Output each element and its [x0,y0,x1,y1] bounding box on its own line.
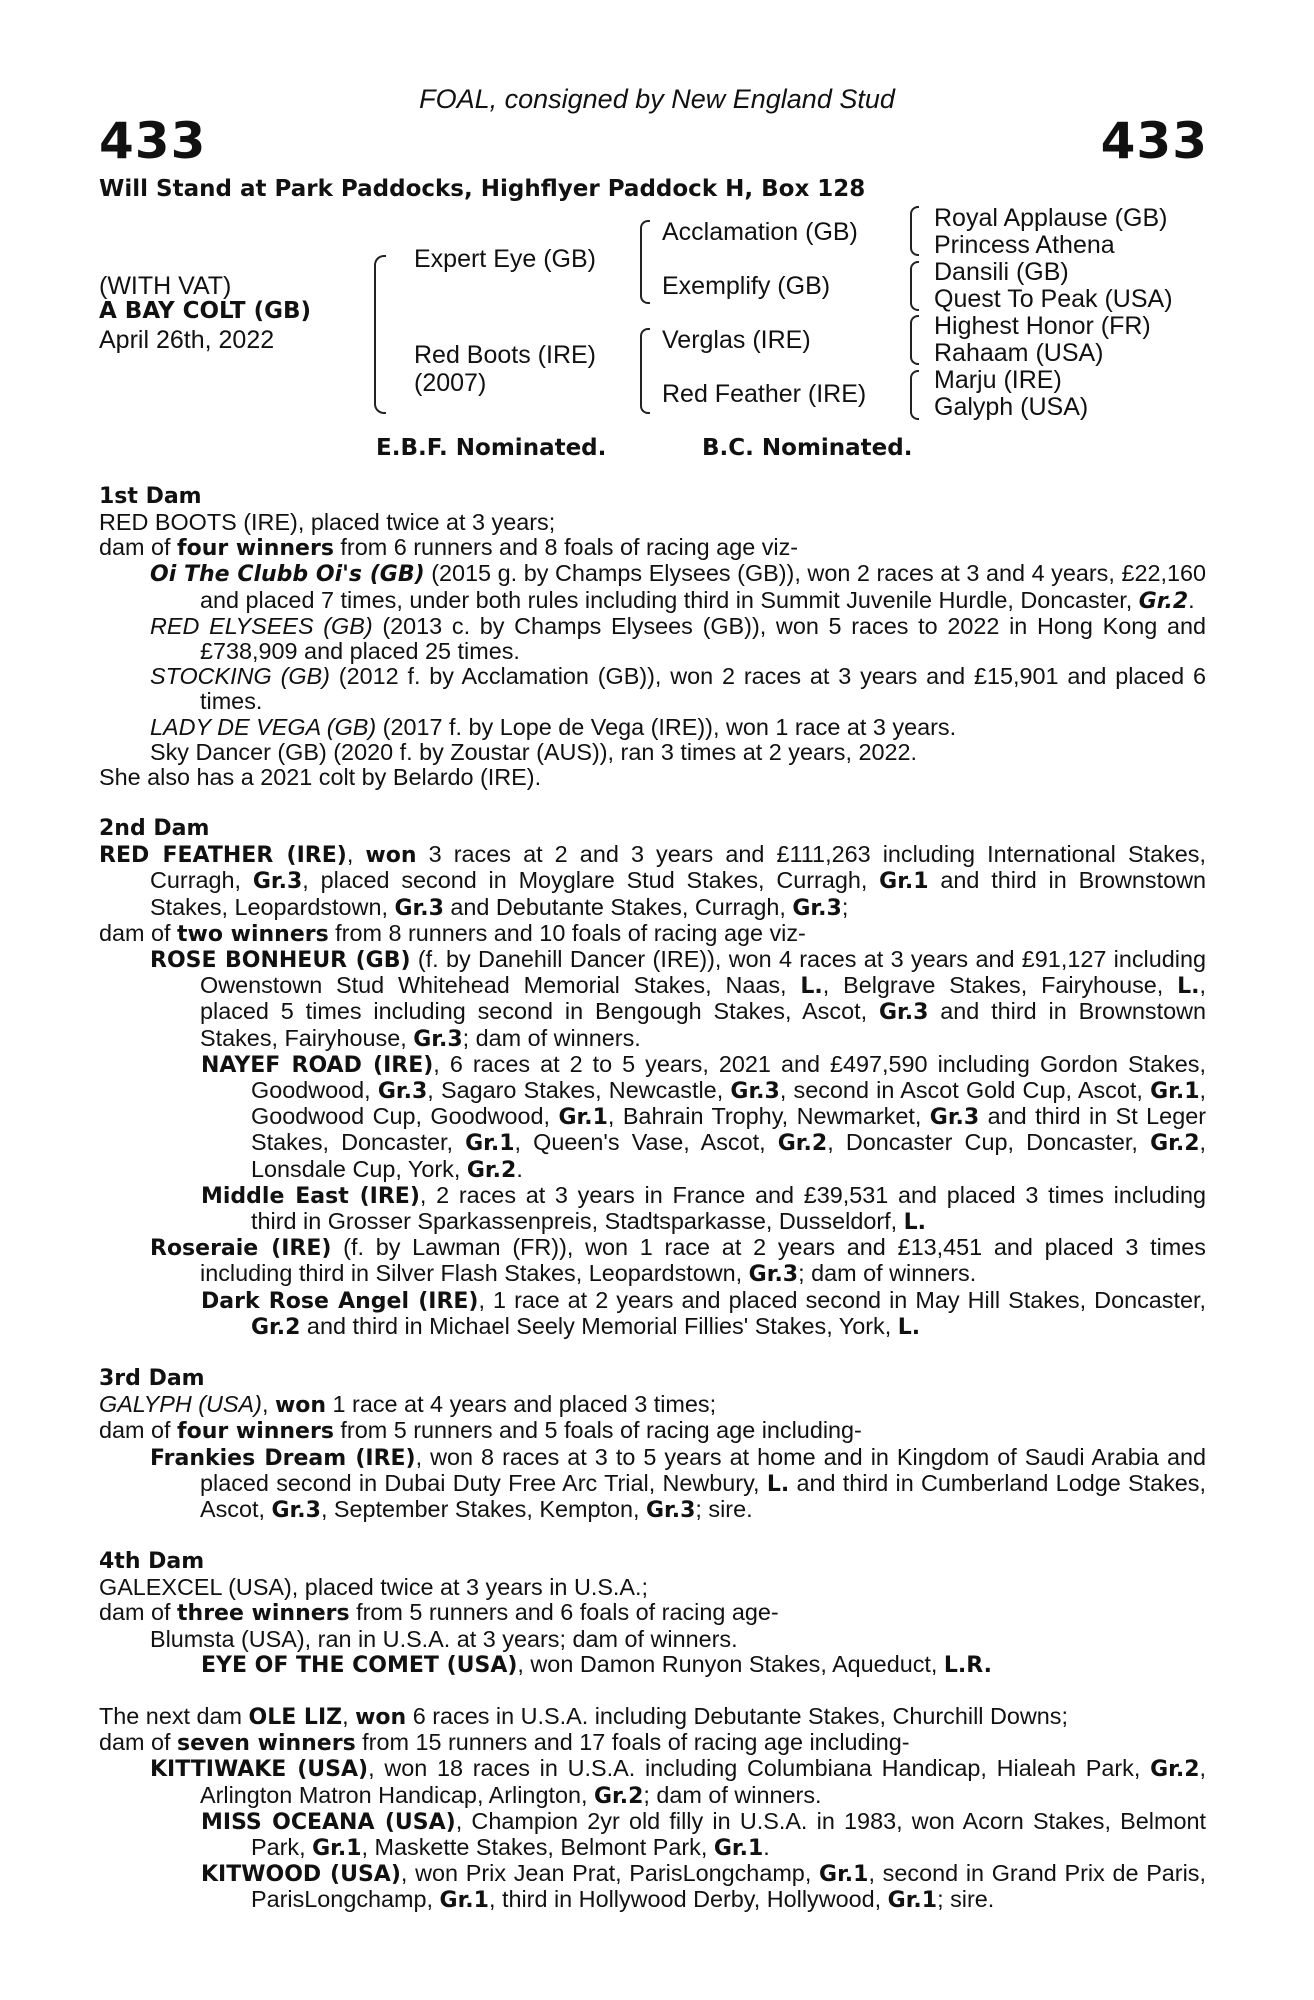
second-dam-produce-line: dam of two winners from 8 runners and 10 foals of racing age viz- [99,919,806,947]
granddam-8: Galyph (USA) [934,393,1089,421]
dam-sire: Verglas (IRE) [662,326,811,354]
nayef-road-entry: NAYEF ROAD (IRE), 6 races at 2 to 5 years, 2021 and £497,590 including Gordon Stakes, Goodwood, Gr.3, Sagaro Stakes, Newcastle, Gr.3, second in Ascot Gold Cup, Ascot, Gr.1, Goodwood Cup, Goodwood, Gr.1, Bahrain Trophy, Newmarket, Gr.3 and third in St Leger Stakes, Doncaster, Gr.1, Queen's Vase, Ascot, Gr.2, Doncaster Cup, Doncaster, Gr.2, Lonsdale Cup, York, Gr.2. [201,1050,1206,1183]
sire-dam: Exemplify (GB) [662,272,831,300]
third-dam-produce-line: dam of four winners from 5 runners and 5 foals of racing age including- [99,1417,862,1445]
bc-nominated: B.C. Nominated. [702,435,913,461]
eye-of-the-comet-entry: EYE OF THE COMET (USA), won Damon Runyon Stakes, Aqueduct, L.R. [201,1650,992,1678]
produce-entry-1: Oi The Clubb Oi's (GB) (2015 g. by Champs Elysees (GB)), won 2 races at 3 and 4 years, £22,160 and placed 7 times, under both rules including third in Summit Juvenile Hurdle, Doncaster, Gr.2. [150,560,1206,614]
sire: Expert Eye (GB) [414,245,596,273]
brace-g4 [910,370,919,420]
dam-dam: Red Feather (IRE) [662,380,867,408]
produce-entry-4: LADY DE VEGA (GB) (2017 f. by Lope de Vega (IRE)), won 1 race at 3 years. [150,713,957,740]
produce-note: She also has a 2021 colt by Belardo (IRE). [99,764,542,791]
horse-name: A BAY COLT (GB) [99,298,312,324]
second-dam-line: RED FEATHER (IRE), won 3 races at 2 and 3 years and £111,263 including International Stakes, Curragh, Gr.3, placed second in Moyglare Stud Stakes, Curragh, Gr.1 and third in Brownstown Stakes, Leopardstown, Gr.3 and Debutante Stakes, Curragh, Gr.3; [99,841,1206,921]
rose-bonheur-entry: ROSE BONHEUR (GB) (f. by Danehill Dancer (IRE)), won 4 races at 3 years and £91,127 including Owenstown Stud Whitehead Memorial Stakes, Naas, L., Belgrave Stakes, Fairyhouse, L., placed 5 times including second in Bengough Stakes, Ascot, Gr.3 and third in Brownstown Stakes, Fairyhouse, Gr.3; dam of winners. [150,946,1206,1052]
brace-main [374,255,386,414]
dam-year: (2007) [414,369,487,397]
next-dam-line: The next dam OLE LIZ, won 6 races in U.S.A. including Debutante Stakes, Churchill Downs; [99,1702,1068,1730]
granddam-4: Quest To Peak (USA) [934,285,1173,313]
roseraie-entry: Roseraie (IRE) (f. by Lawman (FR)), won 1 race at 2 years and £13,451 and placed 3 times including third in Silver Flash Stakes, Leopardstown, Gr.3; dam of winners. [150,1234,1206,1288]
vat-note: (WITH VAT) [99,272,232,300]
brace-dam [640,328,650,414]
first-dam-produce-line: dam of four winners from 6 runners and 8 foals of racing age viz- [99,534,799,562]
lot-number-left: 433 [99,112,207,170]
produce-entry-3: STOCKING (GB) (2012 f. by Acclamation (GB)), won 2 races at 3 years and £15,901 and placed 6 times. [150,663,1206,715]
granddam-7: Marju (IRE) [934,366,1062,394]
brace-g3 [910,315,919,365]
fourth-dam-heading: 4th Dam [99,1549,205,1575]
granddam-6: Rahaam (USA) [934,339,1104,367]
dam: Red Boots (IRE) [414,341,597,369]
fourth-dam-line: GALEXCEL (USA), placed twice at 3 years in U.S.A.; [99,1574,649,1601]
produce-entry-5: Sky Dancer (GB) (2020 f. by Zoustar (AUS)), ran 3 times at 2 years, 2022. [150,738,917,765]
second-dam-heading: 2nd Dam [99,816,210,842]
dark-rose-angel-entry: Dark Rose Angel (IRE), 1 race at 2 years and placed second in May Hill Stakes, Doncaster, Gr.2 and third in Michael Seely Memorial Fillies' Stakes, York, L. [201,1286,1206,1340]
third-dam-line: GALYPH (USA), won 1 race at 4 years and placed 3 times; [99,1391,717,1419]
kittiwake-entry: KITTIWAKE (USA), won 18 races in U.S.A. including Columbiana Handicap, Hialeah Park, Gr.2, Arlington Matron Handicap, Arlington, Gr.2; dam of winners. [150,1755,1207,1809]
kitwood-entry: KITWOOD (USA), won Prix Jean Prat, ParisLongchamp, Gr.1, second in Grand Prix de Paris, ParisLongchamp, Gr.1, third in Hollywood Derby, Hollywood, Gr.1; sire. [201,1860,1206,1914]
granddam-1: Royal Applause (GB) [934,204,1168,232]
next-dam-produce-line: dam of seven winners from 15 runners and 17 foals of racing age including- [99,1729,910,1757]
third-dam-heading: 3rd Dam [99,1366,205,1392]
consignment-line: FOAL, consigned by New England Stud [419,84,895,114]
brace-g1 [910,206,919,256]
lot-number-right: 433 [1100,112,1208,170]
miss-oceana-entry: MISS OCEANA (USA), Champion 2yr old filly in U.S.A. in 1983, won Acorn Stakes, Belmont Park, Gr.1, Maskette Stakes, Belmont Park, Gr.1. [201,1807,1206,1861]
granddam-3: Dansili (GB) [934,258,1069,286]
catalogue-body [99,484,1206,1914]
brace-g2 [910,261,919,311]
granddam-2: Princess Athena [934,231,1115,259]
blumsta-entry: Blumsta (USA), ran in U.S.A. at 3 years; dam of winners. [150,1625,738,1652]
first-dam-heading: 1st Dam [99,484,202,509]
first-dam-line: RED BOOTS (IRE), placed twice at 3 years; [99,509,556,535]
frankies-dream-entry: Frankies Dream (IRE), won 8 races at 3 to 5 years at home and in Kingdom of Saudi Arabia and placed second in Dubai Duty Free Arc Trial, Newbury, L. and third in Cumberland Lodge Stakes, Ascot, Gr.3, September Stakes, Kempton, Gr.3; sire. [150,1443,1207,1523]
sire-sire: Acclamation (GB) [662,218,858,246]
granddam-5: Highest Honor (FR) [934,312,1151,340]
stand-location: Will Stand at Park Paddocks, Highflyer Paddock H, Box 128 [99,176,866,202]
foaling-date: April 26th, 2022 [99,326,275,354]
middle-east-entry: Middle East (IRE), 2 races at 3 years in France and £39,531 and placed 3 times including third in Grosser Sparkassenpreis, Stadtsparkasse, Dusseldorf, L. [201,1181,1206,1236]
ebf-nominated: E.B.F. Nominated. [376,435,607,461]
brace-sire [640,220,650,304]
produce-entry-2: RED ELYSEES (GB) (2013 c. by Champs Elysees (GB)), won 5 races to 2022 in Hong Kong and £738,909 and placed 25 times. [150,612,1206,665]
fourth-dam-produce-line: dam of three winners from 5 runners and 6 foals of racing age- [99,1599,779,1627]
